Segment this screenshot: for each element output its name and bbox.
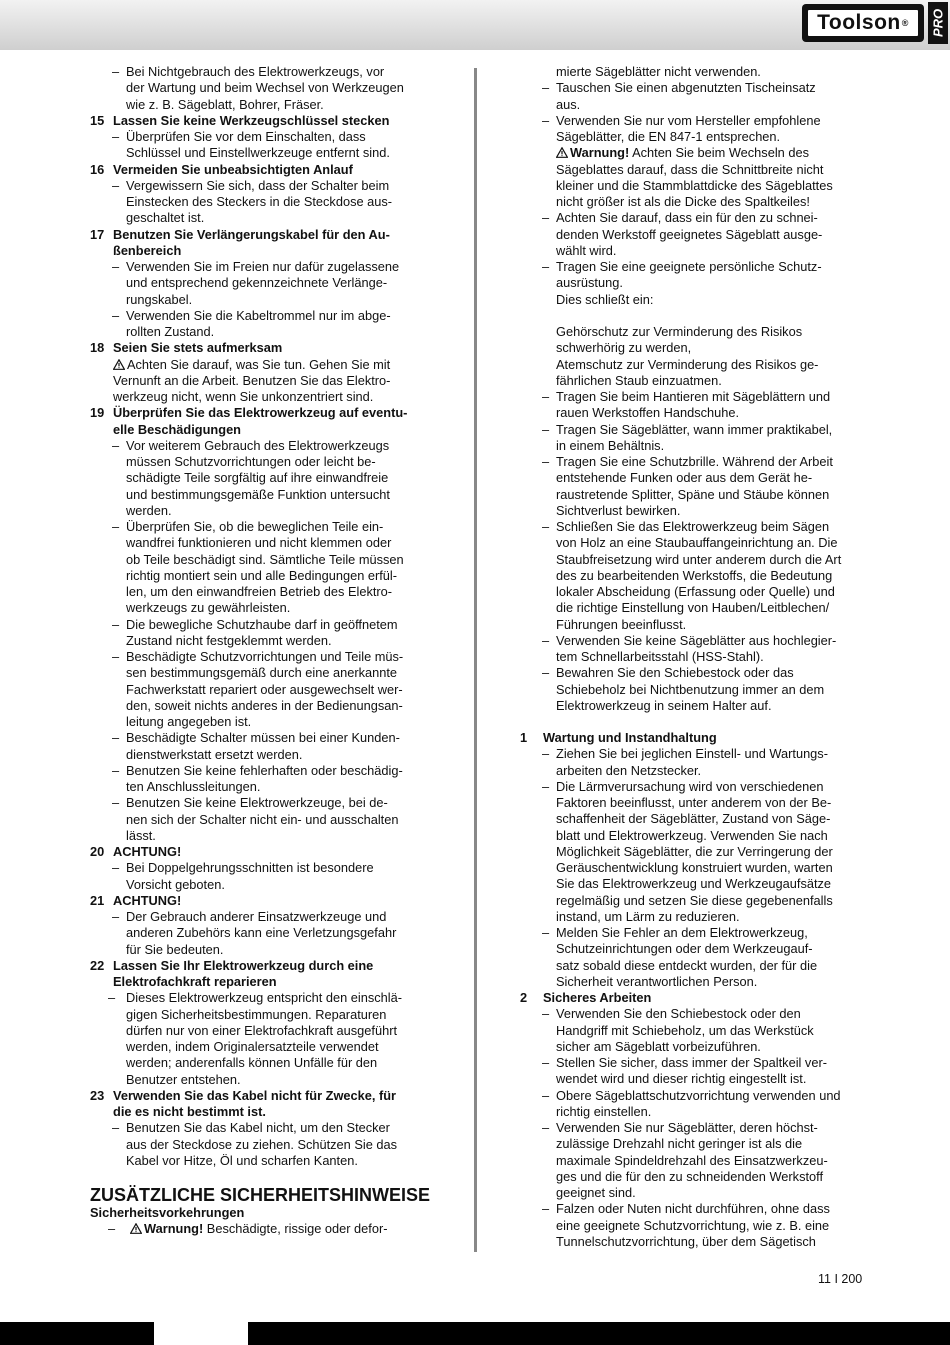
text-line: Sägeblattes darauf, dass die Schnittbreite nicht: [556, 161, 824, 177]
text-line: schädigte Teile sorgfältig auf ihre einwandfreie: [126, 470, 389, 486]
dash-bullet: –: [542, 210, 550, 226]
section-heading: ZUSÄTZLICHE SICHERHEITSHINWEISE: [90, 1185, 431, 1205]
bullet-text: Der Gebrauch anderer Einsatzwerkzeuge und: [126, 909, 387, 924]
item-number: 21: [90, 892, 105, 908]
warning-triangle-icon: [113, 359, 125, 370]
dash-bullet: –: [112, 762, 120, 778]
text-line: Möglichkeit Sägeblätter, die zur Verringerung der: [556, 843, 833, 859]
item-number: 15: [90, 112, 105, 128]
text-line: raustretende Splitter, Späne und Stäube können: [556, 486, 830, 502]
numbered-heading: [520, 990, 865, 1006]
bullet-text: Verwenden Sie nur Sägeblätter, deren höchst-: [556, 1120, 818, 1135]
text-line: Schlüssel und Einstellwerkzeuge entfernt sind.: [126, 145, 390, 161]
numbered-heading-continued: [90, 1104, 435, 1120]
warning-label: Warnung!: [570, 145, 630, 161]
bullet-item: [90, 617, 435, 633]
bullet-item: [520, 1201, 865, 1217]
brand-name: Toolson: [817, 11, 901, 34]
dash-bullet: –: [542, 80, 550, 96]
bullet-item: [520, 1120, 865, 1136]
dash-bullet: –: [542, 389, 550, 404]
text-line: ob Teile beschädigt sind. Sämtliche Teile müssen: [126, 551, 404, 567]
text-line: Sicherheit verantwortlichen Person.: [556, 973, 758, 989]
dash-bullet: –: [542, 454, 550, 469]
text-line: die richtige Einstellung von Hauben/Leitblechen/: [556, 600, 830, 616]
heading-text: Lassen Sie keine Werkzeugschlüssel stecken: [113, 112, 390, 128]
text-line: rungskabel.: [126, 291, 193, 307]
numbered-heading: [90, 958, 435, 974]
dash-bullet: –: [112, 177, 120, 193]
dash-bullet: –: [112, 64, 120, 79]
text-line: den, soweit nichts anderes in der Bedienungsan-: [126, 697, 403, 713]
text-line: wendet wird und dieser richtig eingestellt ist.: [556, 1071, 807, 1087]
text-line: fährlichen Staub einzuatmen.: [556, 372, 722, 388]
logo-wordmark: [806, 8, 920, 38]
text-line: Elektrowerkzeug in seinem Halter auf.: [556, 697, 772, 713]
bullet-text: Die Lärmverursachung wird von verschiedenen: [556, 778, 824, 794]
bullet-item: [90, 1120, 435, 1136]
text-line: Benutzer entstehen.: [126, 1071, 241, 1087]
item-number: 2: [520, 990, 528, 1005]
bullet-item: [90, 795, 435, 811]
text-line: ges und die für den zu schneidenden Werkstoff: [556, 1168, 824, 1184]
dash-bullet: –: [542, 665, 550, 681]
numbered-heading-continued: [90, 422, 435, 438]
dash-bullet: –: [112, 519, 120, 534]
text-line: richtig einstellen.: [556, 1103, 652, 1119]
dash-bullet: –: [542, 1120, 550, 1135]
text-line: nen sich der Schalter nicht ein- und ausschalten: [126, 811, 399, 827]
text-line: tem Schnellarbeitsstahl (HSS-Stahl).: [556, 649, 764, 664]
text-line: aus.: [556, 96, 581, 112]
bullet-item: [520, 389, 865, 405]
text-line: Schutzeinrichtungen oder dem Werkzeugauf-: [556, 941, 813, 957]
text-line: len, um den einwandfreien Betrieb des Elektro-: [126, 584, 393, 599]
bullet-text: Verwenden Sie keine Sägeblätter aus hochlegier-: [556, 632, 837, 648]
numbered-heading: [520, 730, 865, 746]
bullet-text: Tragen Sie eine Schutzbrille. Während der Arbeit: [556, 454, 833, 469]
text-line: instand, um Lärm zu reduzieren.: [556, 908, 740, 924]
text-line: und bestimmungsgemäße Funktion untersucht: [126, 486, 390, 502]
text-line: ten Anschlussleitungen.: [126, 779, 261, 794]
text-line: zulässige Drehzahl nicht geringer ist als die: [556, 1136, 803, 1152]
bullet-item: [90, 909, 435, 925]
text-line: Dies schließt ein:: [556, 291, 654, 307]
text-line: aus der Steckdose zu ziehen. Schützen Sie das: [126, 1136, 398, 1152]
dash-bullet: –: [542, 632, 550, 648]
text-line: für Sie bedeuten.: [126, 941, 224, 957]
bullet-item: [90, 178, 435, 194]
item-number: 16: [90, 161, 105, 177]
item-number: 19: [90, 405, 105, 421]
bullet-text: Beschädigte, rissige oder defor-: [203, 1221, 388, 1237]
text-line: der Wartung und beim Wechsel von Werkzeugen: [126, 80, 404, 96]
text-line: werden; anderenfalls können Unfälle für den: [126, 1055, 378, 1071]
bullet-item: [520, 422, 865, 438]
warning-line: [90, 357, 435, 373]
warning-label: Warnung!: [144, 1221, 204, 1237]
bullet-item: [90, 860, 435, 876]
dash-bullet: –: [112, 259, 120, 274]
text-line: dienstwerkstatt ersetzt werden.: [126, 746, 303, 762]
text-line: Sägeblätter, die EN 847-1 entsprechen.: [556, 129, 781, 144]
bullet-text: Bewahren Sie den Schiebestock oder das: [556, 665, 794, 681]
text-line: werden.: [126, 502, 172, 518]
text-line: entstehende Funken oder aus dem Gerät he-: [556, 470, 813, 486]
text-line: Gehörschutz zur Verminderung des Risikos: [556, 324, 803, 339]
bullet-text: Benutzen Sie keine fehlerhaften oder beschädig-: [126, 762, 403, 778]
text-line: wählt wird.: [556, 242, 617, 258]
bullet-text: Verwenden Sie die Kabeltrommel nur im abge-: [126, 307, 391, 323]
bullet-text: Benutzen Sie keine Elektrowerkzeuge, bei de-: [126, 795, 388, 811]
text-line: Geräuschentwicklung konstruiert wurden, warten: [556, 860, 833, 875]
dash-bullet: –: [112, 649, 120, 664]
text-line: und entsprechend gekennzeichnete Verlänge-: [126, 275, 388, 291]
bullet-item: [520, 633, 865, 649]
numbered-heading: [90, 844, 435, 860]
bullet-text: Vergewissern Sie sich, dass der Schalter beim: [126, 177, 390, 193]
text-line: kleiner und die Stammblattdicke des Sägeblattes: [556, 177, 833, 193]
text-line: eine geeignete Schutzvorrichtung, wie z. B. eine: [556, 1217, 830, 1233]
left-text-column: [90, 64, 435, 1238]
text-line: sen bestimmungsgemäß durch eine anerkannte: [126, 665, 398, 681]
bullet-item: [520, 259, 865, 275]
bullet-item: [90, 763, 435, 779]
text-line: Handgriff mit Schiebeholz, um das Werkstück: [556, 1022, 814, 1038]
text-line: Staubfreisetzung wird unter anderem durch die Art: [556, 551, 842, 567]
text-line: sicher am Sägeblatt vorbeizuführen.: [556, 1038, 761, 1054]
heading-text: ACHTUNG!: [113, 892, 182, 908]
bullet-item: [520, 1055, 865, 1071]
text-line: werden, indem Originalersatzteile verwendet: [126, 1039, 379, 1054]
numbered-heading: [90, 227, 435, 243]
text-line: in einem Behältnis.: [556, 437, 665, 453]
heading-text: Wartung und Instandhaltung: [543, 730, 717, 745]
item-number: 1: [520, 730, 528, 745]
text-line: dürfen nur von einer Elektrofachkraft ausgeführt: [126, 1022, 398, 1038]
bullet-text: Vor weiterem Gebrauch des Elektrowerkzeugs: [126, 437, 390, 453]
numbered-heading: [90, 162, 435, 178]
text-line: geschaltet ist.: [126, 210, 205, 226]
heading-text: Vermeiden Sie unbeabsichtigten Anlauf: [113, 161, 353, 177]
bullet-item: [90, 1221, 435, 1237]
bullet-text: Ziehen Sie bei jeglichen Einstell- und Wartungs-: [556, 746, 828, 762]
heading-text: ßenbereich: [113, 242, 182, 258]
text-line: lässt.: [126, 827, 156, 843]
warning-text: Achten Sie darauf, was Sie tun. Gehen Sie mit: [127, 356, 391, 372]
dash-bullet: –: [112, 795, 120, 811]
heading-text: Elektrofachkraft reparieren: [113, 974, 277, 989]
dash-bullet: –: [542, 778, 550, 794]
text-line: Vernunft an die Arbeit. Benutzen Sie das Elektro-: [113, 372, 391, 388]
text-line: Sichtverlust bewirken.: [556, 502, 681, 518]
text-line: arbeiten den Netzstecker.: [556, 762, 702, 778]
numbered-heading: [90, 1088, 435, 1104]
text-line: wandfrei funktionieren und nicht klemmen oder: [126, 535, 392, 551]
registered-mark: ®: [901, 18, 909, 28]
footer-gap: [154, 1322, 248, 1345]
text-line: Schiebeholz bei Nichtbenutzung immer an dem: [556, 681, 825, 697]
bullet-text: Bei Doppelgehrungsschnitten ist besondere: [126, 860, 374, 876]
heading-text: Seien Sie stets aufmerksam: [113, 340, 283, 356]
numbered-heading: [90, 340, 435, 356]
section-gap: [520, 714, 865, 730]
dash-bullet: –: [112, 129, 120, 144]
text-line: rauen Werkstoffen Handschuhe.: [556, 405, 740, 421]
bullet-text: Verwenden Sie nur vom Hersteller empfohlene: [556, 112, 821, 128]
dash-bullet: –: [542, 1087, 550, 1103]
item-number: 23: [90, 1087, 105, 1103]
dash-bullet: –: [112, 730, 120, 746]
bullet-item: [520, 779, 865, 795]
column-divider: [474, 68, 477, 1252]
numbered-heading: [90, 113, 435, 129]
bullet-text: Schließen Sie das Elektrowerkzeug beim Sägen: [556, 519, 830, 534]
bullet-item: [520, 454, 865, 470]
text-line: Atemschutz zur Verminderung des Risikos ge-: [556, 356, 819, 372]
heading-text: ACHTUNG!: [113, 844, 182, 859]
bullet-item: [520, 210, 865, 226]
subsection-heading: Sicherheitsvorkehrungen: [90, 1205, 245, 1220]
dash-bullet: –: [542, 925, 550, 940]
dash-bullet: –: [112, 909, 120, 924]
bullet-text: Tragen Sie eine geeignete persönliche Schutz-: [556, 259, 822, 274]
bullet-text: Beschädigte Schalter müssen bei einer Kunden-: [126, 730, 400, 746]
numbered-heading-continued: [90, 974, 435, 990]
text-line: schwerhörig zu werden,: [556, 340, 692, 356]
bullet-text: Tauschen Sie einen abgenutzten Tischeinsatz: [556, 80, 816, 96]
text-line: rollten Zustand.: [126, 324, 215, 339]
bullet-text: Tragen Sie beim Hantieren mit Sägeblättern und: [556, 389, 831, 404]
bullet-text: Falzen oder Nuten nicht durchführen, ohne dass: [556, 1201, 830, 1217]
dash-bullet: –: [108, 990, 116, 1006]
text-line: regelmäßig und setzen Sie diese gegebenenfalls: [556, 892, 833, 908]
heading-text: Benutzen Sie Verlängerungskabel für den Au-: [113, 226, 390, 242]
text-line: des zu bearbeitenden Werkstoffs, die Bedeutung: [556, 567, 833, 583]
text-line: leitung angegeben ist.: [126, 714, 252, 729]
page-number: 11 I 200: [818, 1272, 863, 1286]
bullet-item: [90, 730, 435, 746]
bullet-text: Beschädigte Schutzvorrichtungen und Teile müs-: [126, 649, 404, 664]
heading-text: Überprüfen Sie das Elektrowerkzeug auf eventu-: [113, 405, 408, 421]
warning-text: Achten Sie beim Wechseln des: [629, 145, 809, 161]
text-line: satz sobald diese entdeckt wurden, der für die: [556, 957, 818, 973]
dash-bullet: –: [542, 1055, 550, 1070]
text-line: Zustand nicht festgeklemmt werden.: [126, 632, 332, 648]
bullet-item: [520, 113, 865, 129]
pro-tag: PRO: [928, 2, 948, 44]
heading-text: die es nicht bestimmt ist.: [113, 1104, 266, 1119]
bullet-item: [90, 64, 435, 80]
bullet-item: [520, 1006, 865, 1022]
heading-text: Lassen Sie Ihr Elektrowerkzeug durch eine: [113, 957, 374, 973]
text-line: lokaler Abscheidung (Erfassung oder Quelle) und: [556, 584, 835, 599]
bullet-text: Bei Nichtgebrauch des Elektrowerkzeugs, vor: [126, 64, 385, 79]
warning-triangle-icon: [130, 1223, 142, 1234]
dash-bullet: –: [108, 1221, 116, 1237]
bullet-item: [90, 649, 435, 665]
bullet-text: Überprüfen Sie vor dem Einschalten, dass: [126, 129, 366, 144]
dash-bullet: –: [112, 437, 120, 453]
dash-bullet: –: [542, 112, 550, 128]
item-number: 17: [90, 226, 105, 242]
item-number: 20: [90, 844, 105, 859]
bullet-item: [90, 129, 435, 145]
text-line: gigen Sicherheitsbestimmungen. Reparaturen: [126, 1006, 387, 1022]
text-line: Fachwerkstatt repariert oder ausgewechselt wer-: [126, 681, 403, 697]
text-line: nicht größer ist als die Dicke des Spaltkeiles!: [556, 194, 810, 209]
text-line: Faktoren beeinflusst, unter anderem von der Be-: [556, 795, 832, 810]
bullet-item: [520, 519, 865, 535]
text-line: werkzeugs zu gewährleisten.: [126, 600, 291, 616]
bullet-text: Benutzen Sie das Kabel nicht, um den Stecker: [126, 1120, 390, 1136]
text-line: von Holz an eine Staubauffangeinrichtung an. Die: [556, 535, 838, 551]
text-line: Führungen beeinflusst.: [556, 616, 687, 632]
right-text-column: [520, 64, 865, 1250]
dash-bullet: –: [112, 1120, 120, 1136]
blank-line: [520, 308, 865, 324]
bullet-item: [520, 80, 865, 96]
bullet-text: Achten Sie darauf, dass ein für den zu schnei-: [556, 210, 818, 226]
bullet-item: [520, 665, 865, 681]
text-line: maximale Spindeldrehzahl des Einsatzwerkzeu-: [556, 1152, 828, 1168]
dash-bullet: –: [542, 1006, 550, 1022]
heading-text: Sicheres Arbeiten: [543, 990, 652, 1005]
text-line: mierte Sägeblätter nicht verwenden.: [556, 64, 761, 79]
text-line: werkzeug nicht, wenn Sie unkonzentriert sind.: [113, 389, 374, 404]
heading-text: elle Beschädigungen: [113, 421, 242, 437]
text-line: blatt und Elektrowerkzeug. Verwenden Sie nach: [556, 827, 828, 843]
dash-bullet: –: [112, 616, 120, 632]
dash-bullet: –: [112, 307, 120, 323]
numbered-heading: [90, 405, 435, 421]
dash-bullet: –: [542, 259, 550, 274]
bullet-item: [520, 746, 865, 762]
bullet-text: Überprüfen Sie, ob die beweglichen Teile ein-: [126, 519, 384, 534]
bullet-text: Dieses Elektrowerkzeug entspricht den einschlä-: [126, 990, 402, 1006]
text-line: Vorsicht geboten.: [126, 876, 225, 892]
bullet-item: [90, 259, 435, 275]
item-number: 18: [90, 340, 105, 356]
dash-bullet: –: [112, 860, 120, 876]
text-line: Sie das Elektrowerkzeug und Werkzeugaufsätze: [556, 876, 832, 892]
text-line: geeignet sind.: [556, 1185, 636, 1200]
dash-bullet: –: [542, 519, 550, 534]
numbered-heading: [90, 893, 435, 909]
text-line: müssen Schutzvorrichtungen oder leicht be-: [126, 454, 376, 469]
dash-bullet: –: [542, 421, 550, 437]
toolson-logo: [802, 4, 924, 42]
text-line: denden Werkstoff geeignetes Sägeblatt ausge-: [556, 226, 823, 242]
bullet-text: Stellen Sie sicher, dass immer der Spaltkeil ver-: [556, 1055, 827, 1070]
bullet-item: [90, 519, 435, 535]
text-line: Einstecken des Steckers in die Steckdose aus-: [126, 194, 393, 209]
text-line: anderen Zubehörs kann eine Verletzungsgefahr: [126, 925, 397, 941]
item-number: 22: [90, 957, 105, 973]
text-line: ausrüstung.: [556, 275, 623, 291]
bullet-text: Obere Sägeblattschutzvorrichtung verwenden und: [556, 1087, 841, 1103]
bullet-text: Tragen Sie Sägeblätter, wann immer praktikabel,: [556, 421, 833, 437]
warning-line: [520, 145, 865, 161]
text-line: wie z. B. Sägeblatt, Bohrer, Fräser.: [126, 96, 324, 112]
bullet-text: Verwenden Sie den Schiebestock oder den: [556, 1006, 801, 1022]
footer-bar: [0, 1322, 950, 1345]
bullet-text: Die bewegliche Schutzhaube darf in geöffnetem: [126, 616, 398, 632]
bullet-item: [90, 308, 435, 324]
bullet-item: [520, 925, 865, 941]
text-line: Tunnelschutzvorrichtung, über dem Sägetisch: [556, 1233, 816, 1249]
bullet-item: [520, 1088, 865, 1104]
bullet-item: [90, 438, 435, 454]
bullet-item: [90, 990, 435, 1006]
heading-text: Verwenden Sie das Kabel nicht für Zwecke, für: [113, 1087, 397, 1103]
text-line: schaffenheit der Sägeblätter, Zustand von Säge-: [556, 811, 831, 827]
text-line: Kabel vor Hitze, Öl und scharfen Kanten.: [126, 1152, 358, 1168]
text-line: richtig montiert sein und alle Bedingungen erfül-: [126, 567, 398, 583]
bullet-text: Melden Sie Fehler an dem Elektrowerkzeug,: [556, 925, 808, 940]
dash-bullet: –: [542, 1201, 550, 1217]
numbered-heading-continued: [90, 243, 435, 259]
dash-bullet: –: [542, 746, 550, 762]
warning-triangle-icon: [556, 147, 568, 158]
bullet-text: Verwenden Sie im Freien nur dafür zugelassene: [126, 259, 400, 274]
